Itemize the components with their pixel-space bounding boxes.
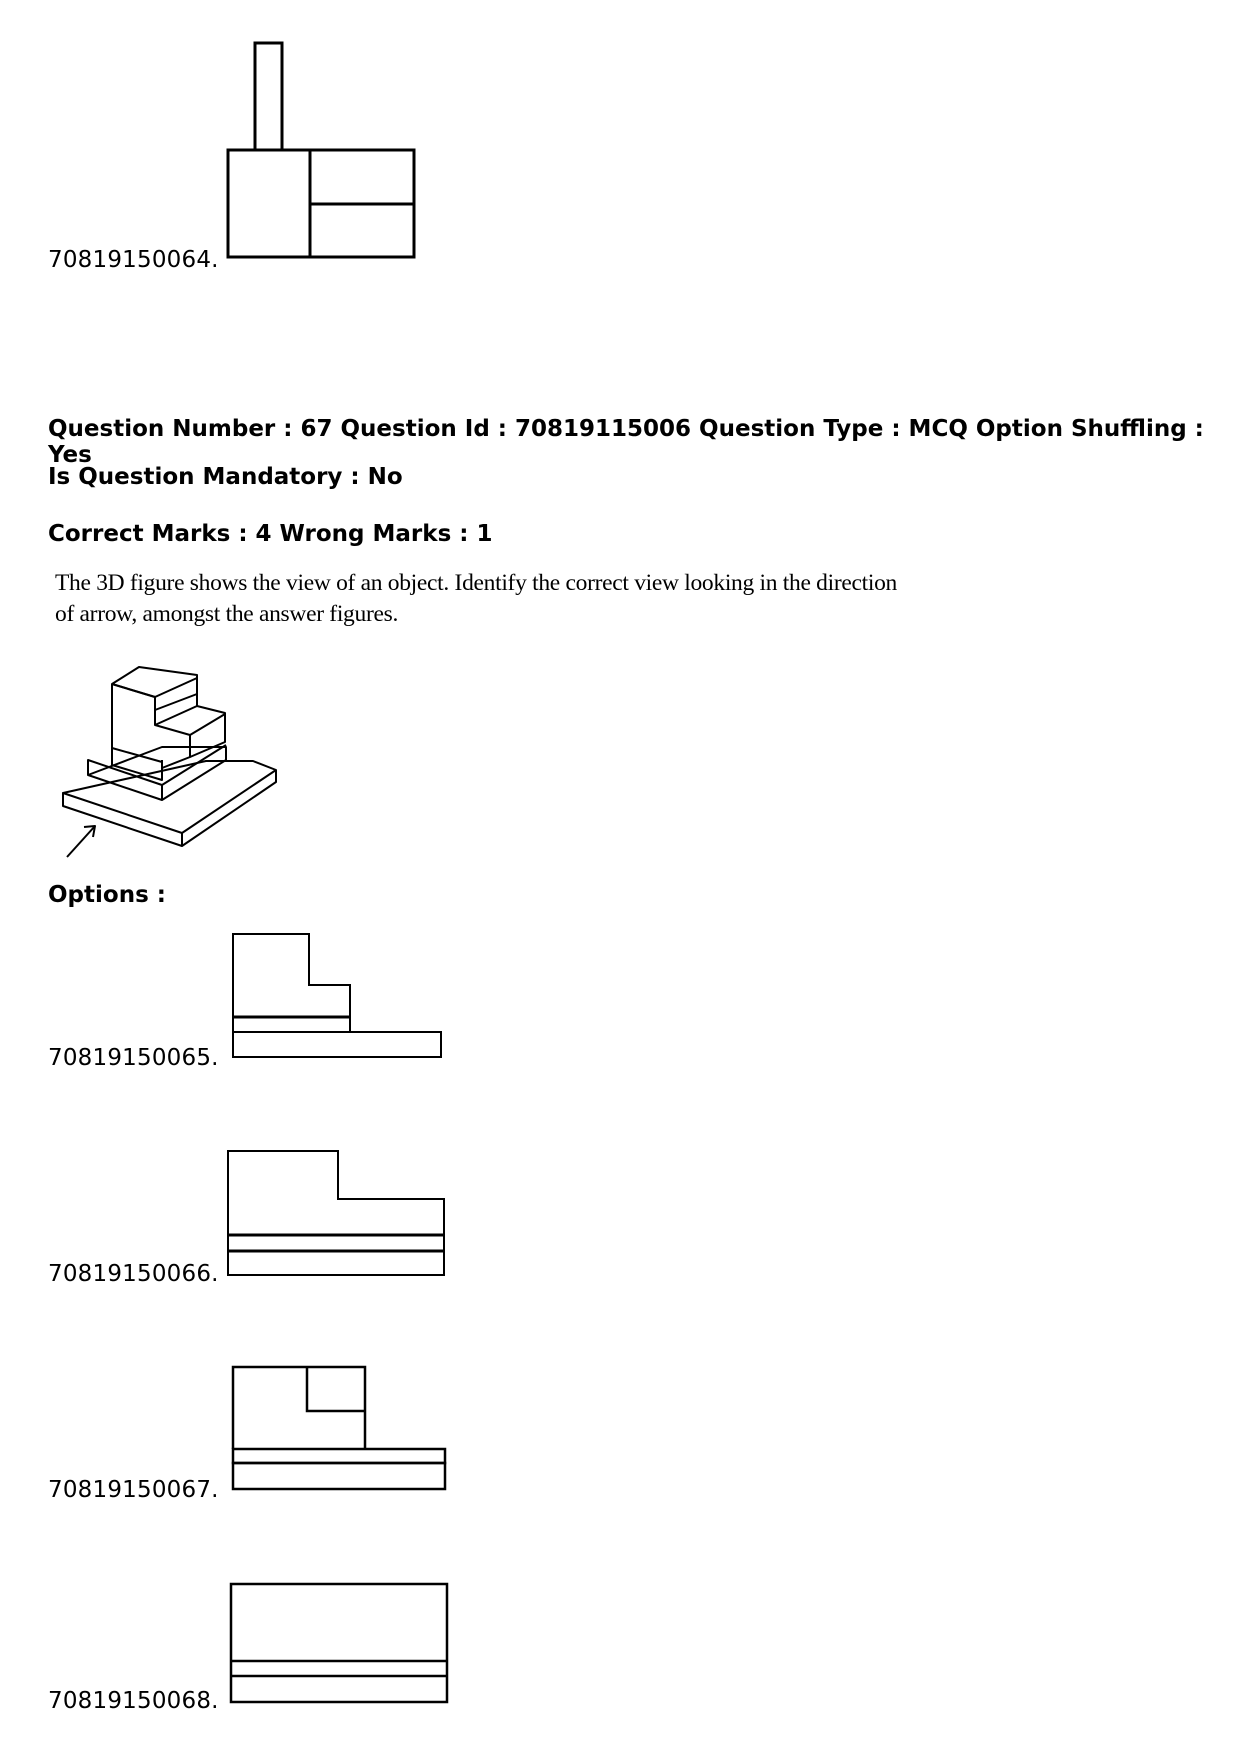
question-header: Question Number : 67 Question Id : 70819115006 Question Type : MCQ Option Shuffling : Yes — [48, 416, 1204, 468]
option-id-70819150067: 70819150067. — [48, 1477, 219, 1503]
question-mandatory: Is Question Mandatory : No — [48, 464, 403, 490]
option-id-70819150068: 70819150068. — [48, 1688, 219, 1714]
question-text-line-2: of arrow, amongst the answer figures. — [55, 601, 399, 627]
question-marks: Correct Marks : 4 Wrong Marks : 1 — [48, 521, 493, 547]
option-id-70819150064: 70819150064. — [48, 247, 219, 273]
question-text-line-1: The 3D figure shows the view of an object. Identify the correct view looking in the direction — [55, 570, 897, 596]
option-id-70819150066: 70819150066. — [48, 1261, 219, 1287]
options-label: Options : — [48, 882, 166, 908]
option-id-70819150065: 70819150065. — [48, 1045, 219, 1071]
